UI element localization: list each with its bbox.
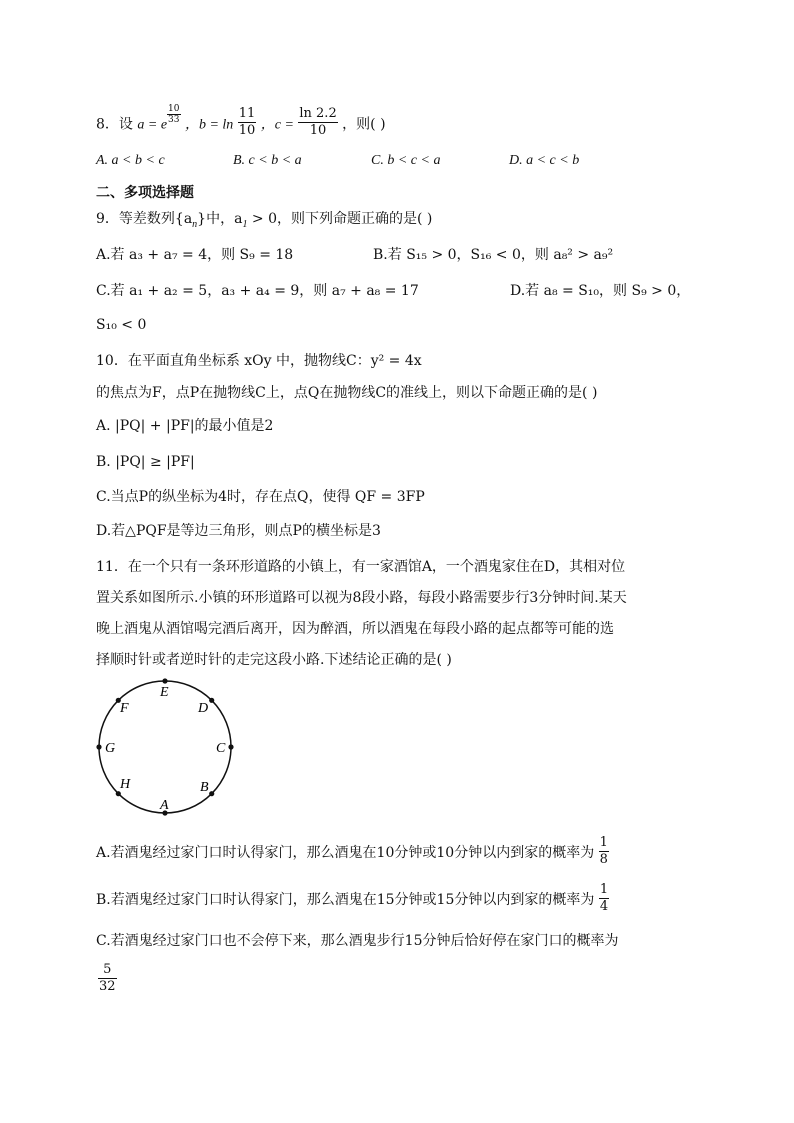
point-e [162,678,167,683]
q11-option-b-fraction: $\frac{1}{4}$ [599,881,609,914]
q8-a-def: a = e [137,117,168,133]
q8-number: 8．设 [96,116,133,133]
label-d: D [198,701,209,716]
ring-road-diagram [92,676,242,822]
q11-stem-line4: 择顺时针或者逆时针的走完这段小路.下述结论正确的是( ) [96,652,452,668]
q8-c-def: ，c = [260,117,294,133]
label-e: E [160,685,169,700]
q10-option-a: A. |PQ| + |PF|的最小值是2 [96,418,274,434]
q8-tail: ，则( ) [342,116,386,133]
q11-option-b: B.若酒鬼经过家门口时认得家门，那么酒鬼在15分钟或15分钟以内到家的概率为 $\frac{1}{4}$ [96,881,609,914]
q9-option-b: B.若 S₁₅ > 0，S₁₆ < 0，则 a₈² > a₉² [373,247,614,263]
q9-option-c: C.若 a₁ + a₂ = 5，a₃ + a₄ = 9，则 a₇ + a₈ = 17 [96,283,419,299]
point-g [96,744,101,749]
q11-option-c-fraction: $\frac{5}{32}$ [99,962,116,994]
q8-a-exponent: $\frac{10}{33}$ [168,104,180,125]
q11-option-a-fraction: $\frac{1}{8}$ [599,834,608,867]
q9-option-a: A.若 a₃ + a₇ = 4，则 S₉ = 18 [96,247,294,263]
q10-option-c: C.当点P的纵坐标为4时，存在点Q，使得 QF = 3FP [96,489,425,505]
q8-stem [96,104,386,138]
q8-b-fraction: $\frac{11}{10}$ [238,106,256,138]
q8-option-b: B. c < b < a [233,153,302,168]
section-title: 二、多项选择题 [96,185,194,201]
q10-option-d: D.若△PQF是等边三角形，则点P的横坐标是3 [96,523,381,539]
point-c [228,744,233,749]
q11-stem-line2: 置关系如图所示.小镇的环形道路可以视为8段小路，每段小路需要步行3分钟时间.某天 [96,590,627,606]
q9-stem: 9．等差数列$\{a_n\}$中，$a_1 > 0$，则下列命题正确的是( ) [96,211,433,230]
label-f: F [120,701,129,716]
q11-option-c: C.若酒鬼经过家门口也不会停下来，那么酒鬼步行15分钟后恰好停在家门口的概率为 [96,933,619,949]
point-d [209,698,214,703]
label-g: G [105,741,116,756]
q10-option-b: B. |PQ| ≥ |PF| [96,454,195,470]
q11-stem-line1: 11．在一个只有一条环形道路的小镇上，有一家酒馆A，一个酒鬼家住在D，其相对位 [96,559,626,575]
q11-stem-line3: 晚上酒鬼从酒馆喝完酒后离开，因为醉酒，所以酒鬼在每段小路的起点都等可能的选 [96,621,614,637]
q11-option-a: A.若酒鬼经过家门口时认得家门，那么酒鬼在10分钟或10分钟以内到家的概率为 $\frac{1}{8}$ [96,834,608,867]
q8-option-c: C. b < c < a [371,153,441,168]
label-a: A [160,798,169,813]
q10-stem-line1: 10．在平面直角坐标系 xOy 中，抛物线C：y² = 4x [96,353,422,369]
q8-c-fraction: $\frac{\ln 2.2}{10}$ [299,106,337,138]
label-c: C [216,741,226,756]
q8-option-a: A. a < b < c [96,153,165,168]
label-b: B [200,780,209,795]
label-h: H [120,777,131,792]
q9-option-d-continued: S₁₀ < 0 [96,317,147,333]
point-b [209,791,214,796]
q8-option-d: D. a < c < b [509,153,580,168]
q9-option-d: D.若 a₈ = S₁₀，则 S₉ > 0， [510,283,691,299]
q10-stem-line2: 的焦点为F，点P在抛物线C上，点Q在抛物线C的准线上，则以下命题正确的是( ) [96,385,598,401]
q8-b-def: ，b = ln [184,117,234,133]
